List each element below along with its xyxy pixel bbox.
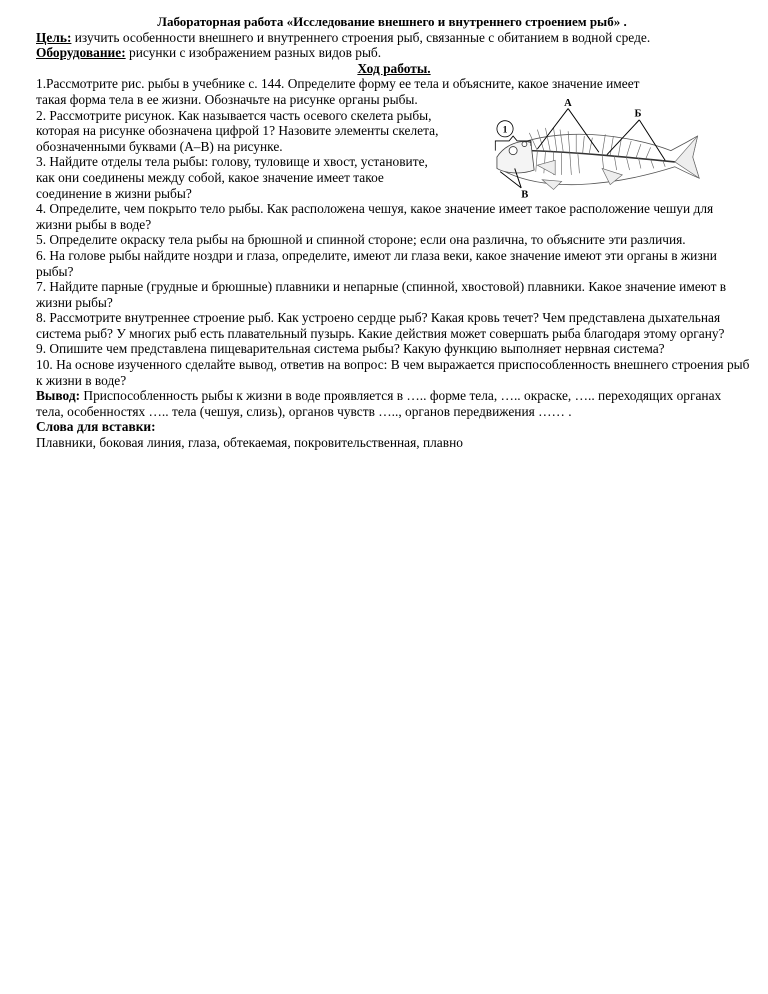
label-b: Б	[634, 108, 642, 120]
step-1-line-1: 1.Рассмотрите рис. рыбы в учебнике с. 144. Определите форму ее тела и объясните, какое значение имеет	[36, 76, 640, 92]
goal-line	[36, 30, 752, 46]
goal-text: изучить особенности внешнего и внутреннего строения рыб, связанные с обитанием в водной среде.	[71, 29, 651, 45]
step-3: 3. Найдите отделы тела рыбы: голову, туловище и хвост, установите, как они соединены между собой, какое значение имеет такое соединение в жизни рыбы?	[36, 154, 428, 201]
step-5: 5. Определите окраску тела рыбы на брюшной и спинной стороне; если она различна, то объясните эти различия.	[36, 232, 686, 248]
equipment-label: Оборудование:	[36, 45, 126, 61]
conclusion-text: Приспособленность рыбы к жизни в воде проявляется в ….. форме тела, ….. окраске, ….. переходящих органах тела, особенностях ….. тела (чешуя, слизь), органов чувств ….., органов передвижения …… .	[36, 388, 722, 419]
step-10: 10. На основе изученного сделайте вывод, ответив на вопрос: В чем выражается приспособленность внешнего строения рыб к жизни в воде?	[36, 357, 750, 388]
step-4: 4. Определите, чем покрыто тело рыбы. Как расположена чешуя, какое значение имеет такое расположение чешуи для жизни рыбы в воде?	[36, 201, 714, 232]
label-a: А	[564, 98, 572, 110]
fish-head	[497, 142, 534, 173]
step-1-line-2: такая форма тела в ее жизни. Обозначьте на рисунке органы рыбы.	[36, 91, 418, 107]
pointer-b-right	[639, 120, 665, 160]
words-list: Плавники, боковая линия, глаза, обтекаемая, покровительственная, плавно	[36, 435, 463, 451]
equipment-line	[36, 45, 752, 61]
label-v: В	[521, 189, 529, 200]
pointer-a-left	[537, 109, 568, 149]
step-9: 9. Опишите чем представлена пищеварительная система рыбы? Какую функцию выполняет нервная система?	[36, 341, 665, 357]
equipment-text: рисунки с изображением разных видов рыб.	[125, 45, 382, 61]
fish-skull-hole	[522, 142, 527, 147]
document-title: Лабораторная работа «Исследование внешнего и внутреннего строением рыб» .	[157, 14, 627, 29]
fish-skeleton-figure	[454, 94, 734, 199]
pointer-b-left	[607, 120, 639, 155]
step-8: 8. Рассмотрите внутреннее строение рыб. Как устроено сердце рыб? Какая кровь течет? Чем представлена дыхательная система рыб? У многих рыб есть плавательный пузырь. Какие действия может совершать рыба благодаря этому органу?	[36, 310, 725, 341]
step-6: 6. На голове рыбы найдите ноздри и глаза, определите, имеют ли глаза веки, какое значение имеют эти органы в жизни рыбы?	[36, 247, 717, 279]
goal-label: Цель:	[36, 29, 72, 45]
words-heading: Слова для вставки:	[36, 419, 156, 435]
step-2: 2. Рассмотрите рисунок. Как называется часть осевого скелета рыбы, которая на рисунке обозначена цифрой 1? Назовите элементы скелета, обозначенными буквами (А–В) на рисунке.	[36, 107, 439, 154]
procedure-heading: Ход работы.	[357, 60, 431, 76]
fish-eye	[509, 147, 517, 155]
conclusion-label: Вывод:	[36, 388, 81, 404]
label-1: 1	[502, 124, 508, 136]
pelvic-fin	[542, 180, 561, 190]
conclusion-line	[36, 388, 752, 419]
step-7: 7. Найдите парные (грудные и брюшные) плавники и непарные (спинной, хвостовой) плавники. Какое значение имеют в жизни рыбы?	[36, 279, 727, 310]
document-page	[36, 14, 752, 451]
pectoral-fin	[537, 160, 555, 175]
